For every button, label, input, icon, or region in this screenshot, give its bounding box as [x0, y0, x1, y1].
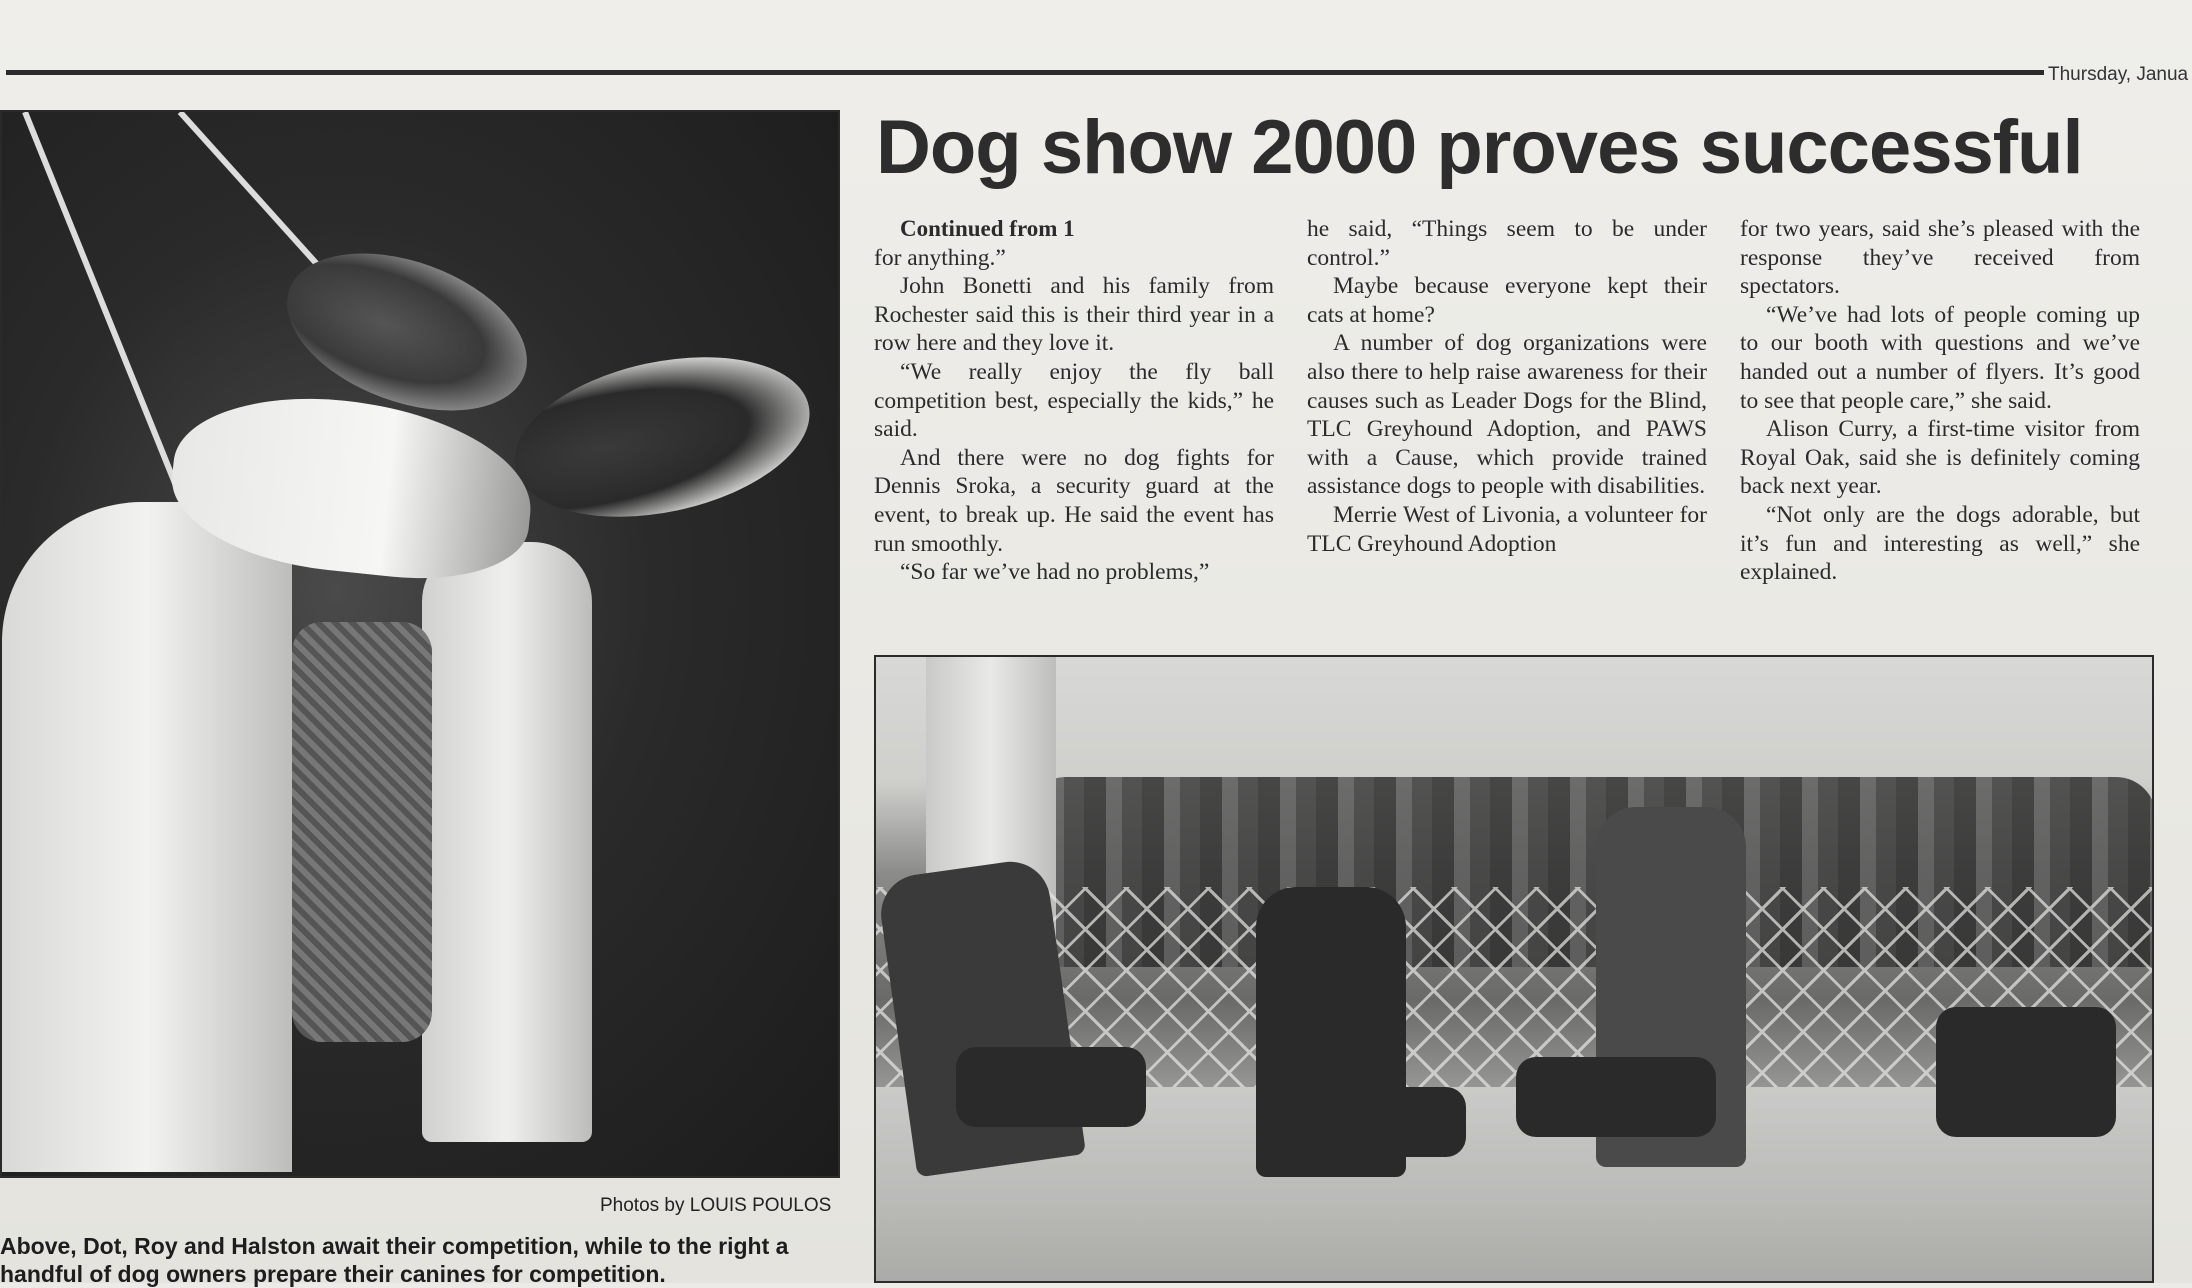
show-dog: [956, 1047, 1146, 1127]
paragraph: for two years, said she’s pleased with the response they’ve received from spectators.: [1740, 216, 2140, 300]
greyhound-body: [2, 502, 292, 1172]
show-dog: [1516, 1057, 1716, 1137]
show-dog: [1276, 1087, 1466, 1157]
paragraph: Alison Curry, a first-time visitor from Royal Oak, said she is definitely coming back next year.: [1740, 416, 2140, 500]
dog-coat: [292, 622, 432, 1042]
paragraph: A number of dog organizations were also there to help raise awareness for their causes such as Leader Dogs for the Blind, TLC Greyhound Adoption, and PAWS with a Cause, which provide trained assistance dogs to people with disabilities.: [1307, 330, 1707, 500]
dateline: Thursday, Janua: [2048, 64, 2189, 85]
article-column-1: [874, 215, 1274, 587]
greyhound-head: [500, 332, 825, 541]
paragraph: he said, “Things seem to be under control.”: [1307, 216, 1707, 271]
paragraph: “We’ve had lots of people coming up to our booth with questions and we’ve handed out a number of flyers. It’s good to see that people care,” she said.: [1740, 301, 2140, 414]
paragraph: Merrie West of Livonia, a volunteer for TLC Greyhound Adoption: [1307, 501, 1707, 557]
top-rule: [6, 70, 2044, 75]
greyhound-body: [422, 542, 592, 1142]
dog-show-ring-photo: [874, 655, 2154, 1283]
show-dog: [1936, 1007, 2116, 1137]
headline: Dog show 2000 proves successful: [876, 105, 2083, 190]
photo-caption: Above, Dot, Roy and Halston await their competition, while to the right a handful of dog owners prepare their canines for competition.: [0, 1233, 789, 1287]
photo-credit: Photos by LOUIS POULOS: [600, 1195, 832, 1216]
continued-label: Continued from 1: [900, 216, 1075, 241]
paragraph: “We really enjoy the fly ball competition best, especially the kids,” he said.: [874, 358, 1274, 443]
paragraph: John Bonetti and his family from Rochester said this is their third year in a row here and they love it.: [874, 273, 1274, 357]
article-column-3: [1740, 215, 2140, 587]
paragraph: “Not only are the dogs adorable, but it’s fun and interesting as well,” she explained.: [1740, 501, 2140, 586]
paragraph: Maybe because everyone kept their cats at home?: [1307, 273, 1707, 328]
article-column-2: [1307, 215, 1707, 558]
paragraph: for anything.”: [874, 244, 1006, 271]
greyhounds-photo: [0, 110, 840, 1178]
paragraph: And there were no dog fights for Dennis Sroka, a security guard at the event, to break up. He said the event has run smoothly.: [874, 444, 1274, 557]
paragraph: “So far we’ve had no problems,”: [900, 559, 1210, 586]
